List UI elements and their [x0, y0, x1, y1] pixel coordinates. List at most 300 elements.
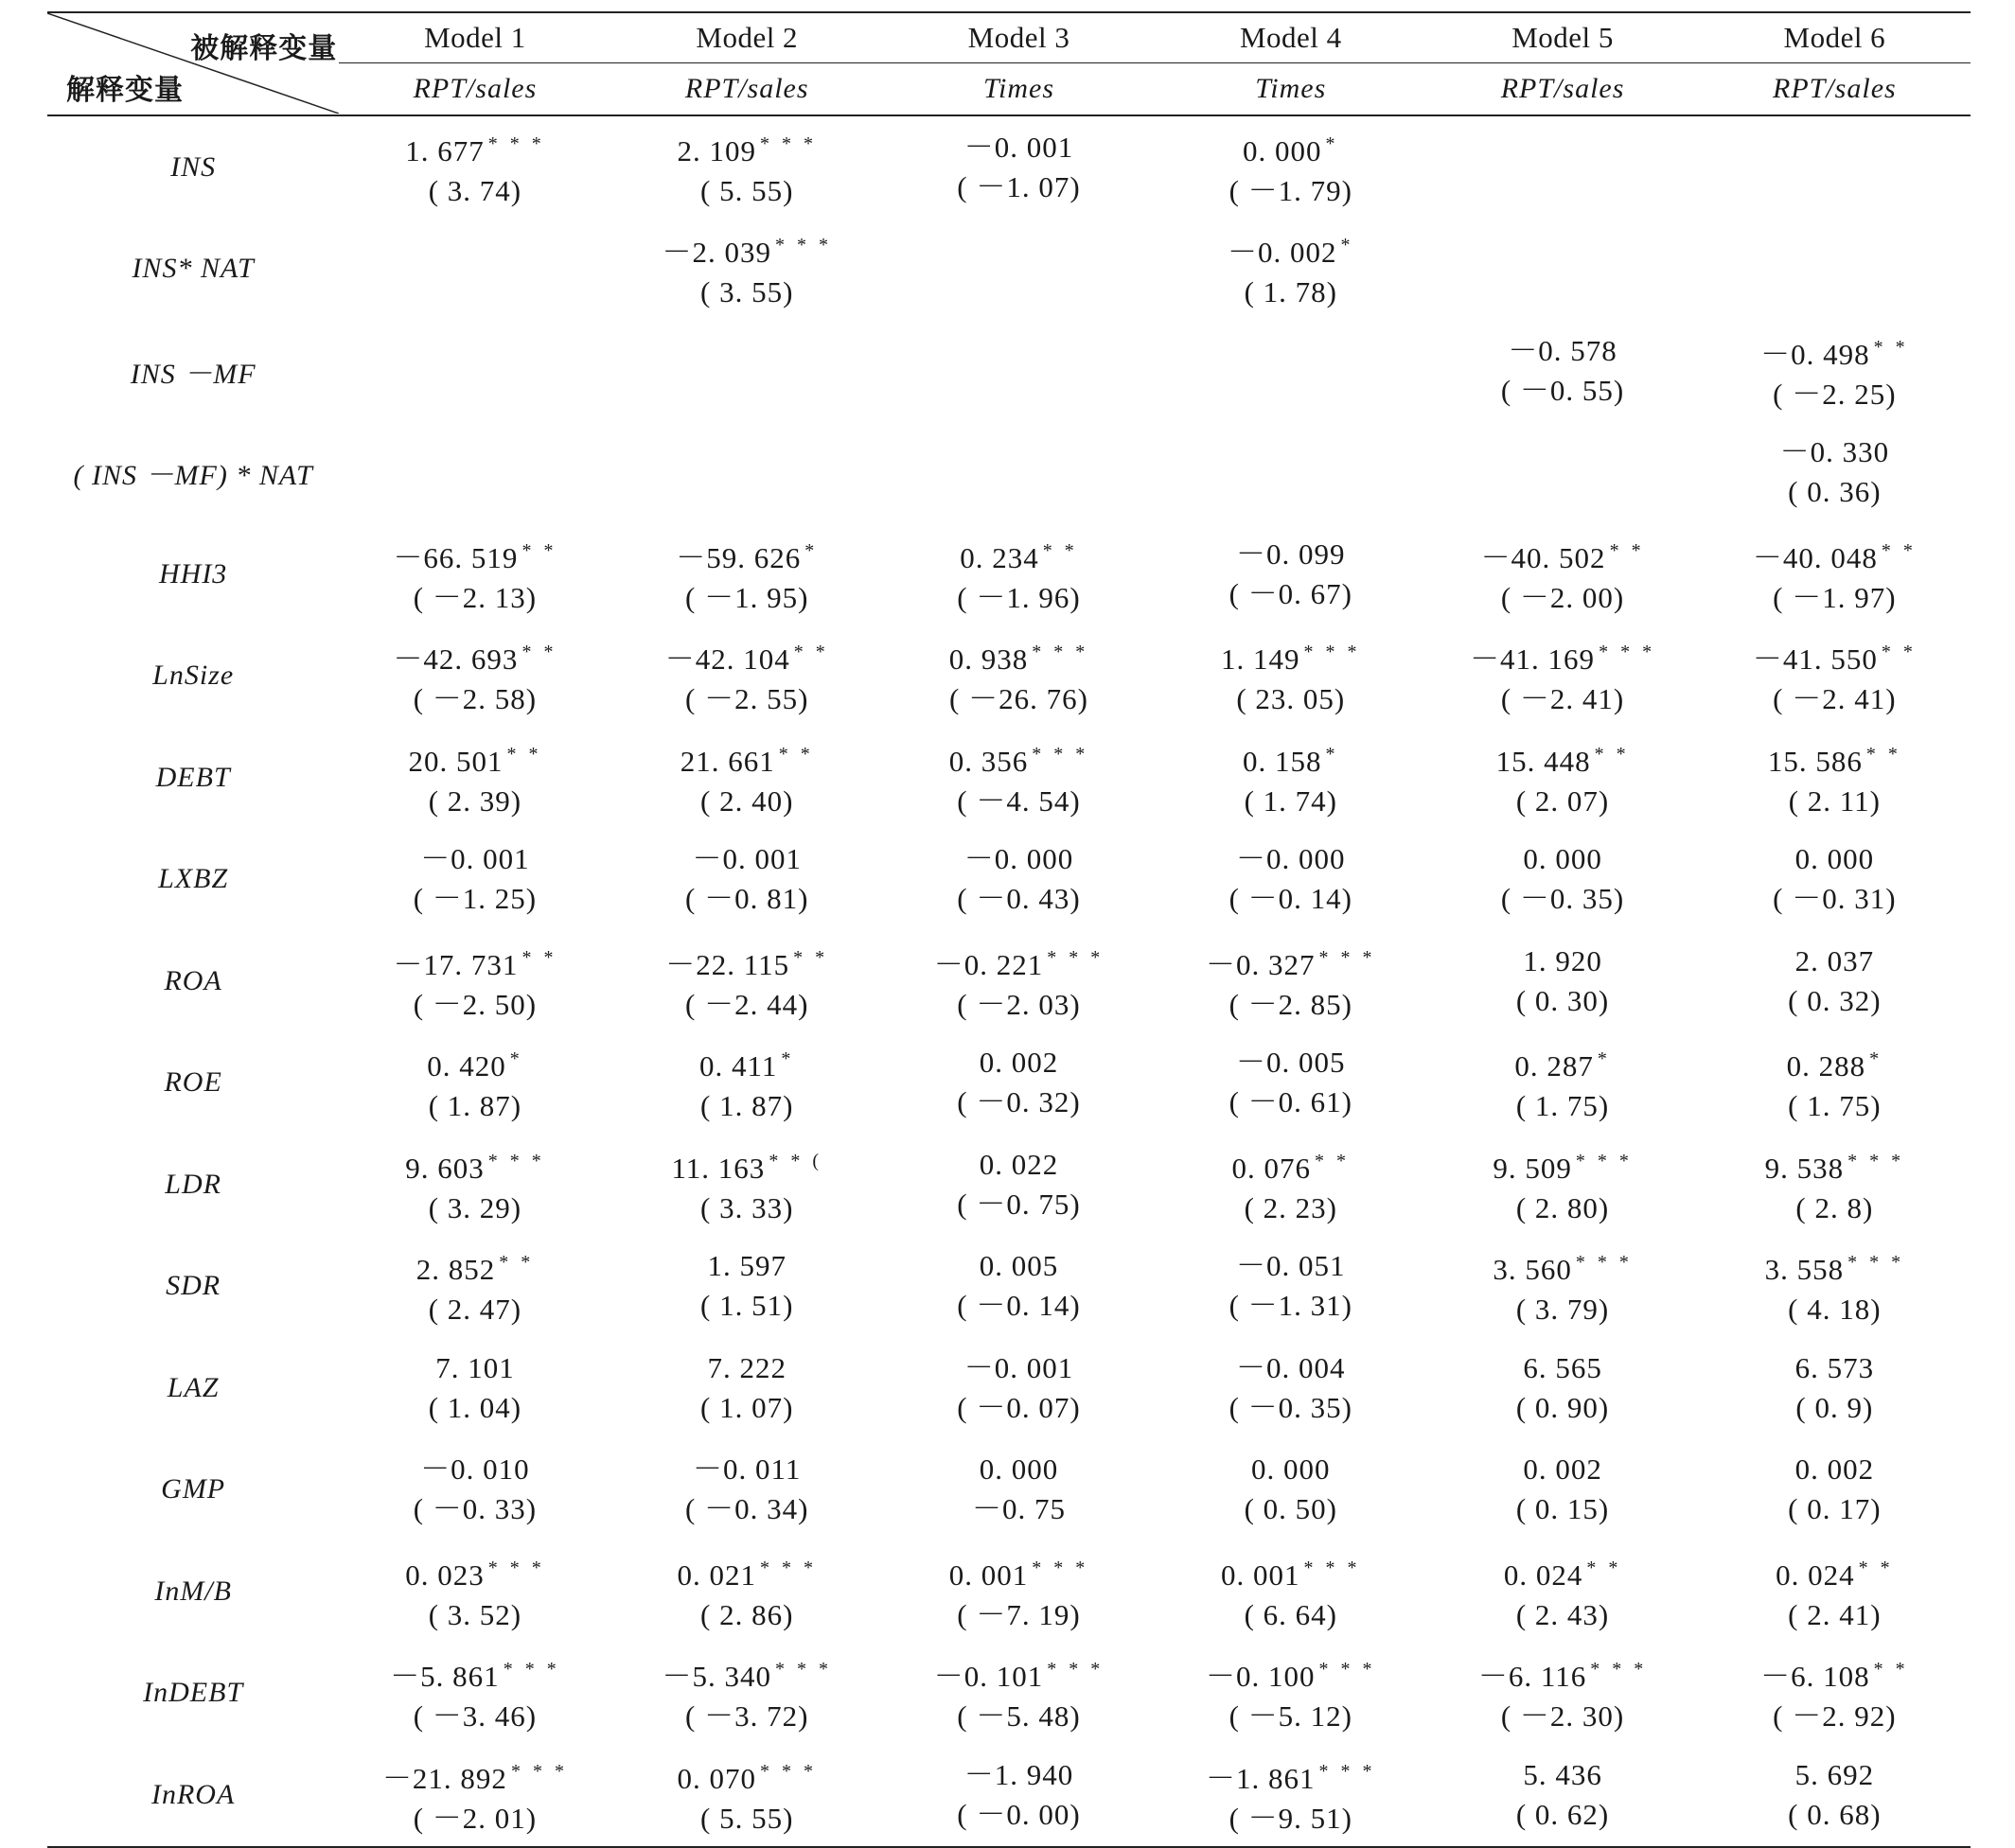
- model-header: Model 5: [1426, 12, 1698, 63]
- variable-name: INS: [170, 150, 217, 183]
- estimate-cell: [1155, 1032, 1426, 1135]
- estimate-cell: [611, 1744, 883, 1847]
- coefficient-value: 0. 000: [979, 1452, 1059, 1487]
- coefficient-value: 7. 222: [707, 1350, 787, 1384]
- coefficient-line: [1155, 938, 1426, 985]
- header-row-models: [47, 12, 1971, 63]
- estimate-cell: [611, 1236, 883, 1338]
- estimate-cell: [1699, 320, 1971, 422]
- t-statistic: ( 3. 52): [428, 1597, 522, 1631]
- coefficient-value: －0. 101: [933, 1660, 1044, 1694]
- table-row: [47, 320, 1971, 422]
- significance-stars: *: [781, 1048, 795, 1070]
- t-statistic: ( －2. 03): [957, 987, 1081, 1021]
- t-statistic: ( －2. 41): [1773, 682, 1897, 716]
- estimate-cell: [611, 320, 883, 422]
- significance-stars: * * *: [1032, 743, 1089, 765]
- coefficient-line: [1155, 1141, 1426, 1188]
- estimate-cell: [339, 727, 610, 829]
- coefficient-line: [1699, 1649, 1971, 1697]
- coefficient-line: [339, 124, 610, 171]
- estimate-cell: [611, 1337, 883, 1439]
- estimate-cell: [1426, 422, 1698, 524]
- coefficient-line: [883, 128, 1155, 167]
- variable-name: LXBZ: [158, 863, 229, 895]
- significance-stars: * *: [1586, 1557, 1622, 1578]
- t-statistic: ( －0. 55): [1500, 373, 1625, 407]
- estimate-cell: [611, 930, 883, 1032]
- t-statistic: ( 2. 07): [1515, 783, 1610, 818]
- estimate-cell: [883, 115, 1155, 219]
- estimate-cell: [611, 1032, 883, 1135]
- coefficient-line: [1426, 331, 1698, 371]
- coefficient-line: [1699, 734, 1971, 782]
- t-statistic: ( 0. 17): [1788, 1492, 1882, 1526]
- estimate-cell: [883, 1236, 1155, 1338]
- t-statistic: ( 5. 55): [700, 173, 794, 207]
- coefficient-line: [611, 1548, 883, 1595]
- t-statistic: ( 0. 9): [1795, 1390, 1874, 1424]
- model-header: Model 4: [1155, 12, 1426, 63]
- significance-stars: * * *: [503, 1659, 560, 1681]
- coefficient-value: 0. 001: [1221, 1558, 1300, 1592]
- coefficient-value: 0. 234: [960, 540, 1039, 574]
- table-row: [47, 930, 1971, 1032]
- estimate-cell: [611, 829, 883, 931]
- significance-stars: *: [1325, 743, 1339, 765]
- estimate-cell: [883, 219, 1155, 321]
- significance-stars: * * *: [1599, 642, 1656, 663]
- estimate-cell: [883, 320, 1155, 422]
- coefficient-line: [611, 734, 883, 782]
- coefficient-line: [1699, 1548, 1971, 1595]
- coefficient-value: －0. 221: [933, 947, 1044, 981]
- t-statistic: ( 1. 51): [700, 1289, 794, 1323]
- coefficient-line: [1155, 1450, 1426, 1489]
- coefficient-line: [883, 1043, 1155, 1082]
- coefficient-value: 9. 509: [1493, 1151, 1572, 1185]
- estimate-cell: [1155, 625, 1426, 728]
- coefficient-line: [339, 531, 610, 578]
- coefficient-line: [1155, 1649, 1426, 1697]
- estimate-cell: [1426, 1744, 1698, 1847]
- estimate-cell: [1426, 625, 1698, 728]
- t-statistic: ( －0. 31): [1773, 882, 1897, 916]
- coefficient-line: [1426, 1755, 1698, 1795]
- t-statistic: ( －2. 44): [685, 987, 809, 1021]
- t-statistic: ( 2. 39): [428, 783, 522, 818]
- t-statistic: ( 2. 80): [1515, 1190, 1610, 1224]
- coefficient-value: －0. 002: [1228, 236, 1337, 270]
- coefficient-value: 0. 070: [677, 1761, 756, 1795]
- significance-stars: *: [1597, 1048, 1611, 1070]
- t-statistic: ( －0. 14): [957, 1289, 1081, 1323]
- significance-stars: * *: [1315, 1150, 1351, 1171]
- t-statistic: ( －5. 12): [1228, 1699, 1352, 1734]
- coefficient-line: [883, 1548, 1155, 1595]
- coefficient-line: [611, 531, 883, 578]
- significance-stars: * * *: [1032, 1557, 1089, 1578]
- significance-stars: * * *: [487, 1150, 545, 1171]
- t-statistic: ( －0. 81): [685, 882, 809, 916]
- coefficient-line: [883, 531, 1155, 578]
- significance-stars: * *: [521, 642, 557, 663]
- t-statistic: ( 0. 68): [1788, 1797, 1882, 1831]
- significance-stars: *: [509, 1048, 523, 1070]
- estimate-cell: [1426, 320, 1698, 422]
- coefficient-value: 2. 037: [1794, 943, 1875, 977]
- estimate-cell: [611, 727, 883, 829]
- coefficient-line: [611, 632, 883, 679]
- t-statistic: ( 2. 8): [1795, 1190, 1874, 1224]
- estimate-cell: [1155, 727, 1426, 829]
- t-statistic: ( 1. 74): [1244, 783, 1337, 818]
- estimate-cell: [883, 1337, 1155, 1439]
- coefficient-value: －0. 010: [420, 1452, 530, 1487]
- estimate-cell: [1699, 219, 1971, 321]
- coefficient-line: [339, 839, 610, 879]
- significance-stars: * * *: [1047, 1659, 1105, 1681]
- significance-stars: * * *: [759, 1760, 817, 1782]
- coefficient-line: [1155, 734, 1426, 782]
- coefficient-value: 21. 661: [680, 744, 775, 778]
- estimate-cell: [339, 422, 610, 524]
- coefficient-line: [883, 1649, 1155, 1697]
- estimate-cell: [611, 219, 883, 321]
- variable-name: InROA: [47, 1744, 339, 1847]
- t-statistic: ( 1. 07): [700, 1390, 794, 1424]
- coefficient-line: [339, 632, 610, 679]
- significance-stars: * * *: [1318, 1659, 1376, 1681]
- coefficient-value: －21. 892: [381, 1761, 507, 1795]
- t-statistic: ( －26. 76): [949, 682, 1088, 716]
- estimate-cell: [883, 829, 1155, 931]
- significance-stars: * * *: [1575, 1150, 1633, 1171]
- significance-stars: * *: [521, 946, 557, 968]
- t-statistic: ( －0. 32): [957, 1085, 1081, 1119]
- coefficient-line: [339, 1548, 610, 1595]
- significance-stars: * *: [1594, 743, 1630, 765]
- coefficient-line: [611, 839, 883, 879]
- coefficient-value: 0. 023: [405, 1558, 485, 1592]
- coefficient-line: [883, 938, 1155, 985]
- estimate-cell: [1699, 422, 1971, 524]
- significance-stars: * * *: [1318, 1760, 1376, 1782]
- estimate-cell: [1699, 1032, 1971, 1135]
- estimate-cell: [611, 625, 883, 728]
- significance-stars: * * *: [1047, 946, 1105, 968]
- estimate-cell: [1426, 1540, 1698, 1643]
- significance-stars: * * *: [1032, 642, 1089, 663]
- significance-stars: * * *: [1847, 1150, 1905, 1171]
- estimate-cell: [883, 1643, 1155, 1745]
- coefficient-value: －0. 001: [420, 842, 530, 876]
- t-statistic: ( 0. 36): [1788, 475, 1882, 509]
- t-statistic: ( 4. 18): [1788, 1293, 1882, 1327]
- coefficient-line: [1426, 1649, 1698, 1697]
- t-statistic: ( 2. 23): [1244, 1190, 1337, 1224]
- significance-stars: * * (: [769, 1150, 822, 1171]
- coefficient-line: [1699, 942, 1971, 981]
- coefficient-value: 1. 149: [1221, 642, 1300, 677]
- t-statistic: －0. 75: [972, 1492, 1066, 1526]
- coefficient-value: －0. 004: [1236, 1350, 1346, 1384]
- t-statistic: ( 1. 75): [1515, 1089, 1610, 1123]
- estimate-cell: [1155, 1540, 1426, 1643]
- coefficient-value: －0. 327: [1206, 947, 1316, 981]
- t-statistic: ( －0. 43): [957, 882, 1081, 916]
- coefficient-value: 0. 000: [1794, 842, 1875, 876]
- estimate-cell: [1426, 1337, 1698, 1439]
- significance-stars: * *: [1609, 539, 1645, 561]
- estimate-cell: [339, 1439, 610, 1541]
- estimate-cell: [1699, 1134, 1971, 1236]
- coefficient-line: [1426, 1141, 1698, 1188]
- estimate-cell: [339, 930, 610, 1032]
- t-statistic: ( －2. 01): [413, 1801, 538, 1835]
- significance-stars: * *: [506, 743, 542, 765]
- coefficient-value: 0. 021: [677, 1558, 756, 1592]
- t-statistic: ( 1. 78): [1244, 275, 1337, 309]
- t-statistic: ( －0. 75): [957, 1187, 1081, 1221]
- coefficient-line: [1155, 1751, 1426, 1799]
- t-statistic: ( －0. 67): [1228, 576, 1352, 610]
- estimate-cell: [339, 625, 610, 728]
- estimate-cell: [1699, 829, 1971, 931]
- significance-stars: * * *: [759, 132, 817, 154]
- estimate-cell: [1155, 930, 1426, 1032]
- significance-stars: * *: [521, 539, 557, 561]
- coefficient-value: 0. 356: [948, 744, 1029, 778]
- estimate-cell: [339, 1337, 610, 1439]
- coefficient-value: －40. 048: [1752, 540, 1878, 574]
- t-statistic: ( －1. 96): [957, 580, 1081, 614]
- t-statistic: ( －3. 46): [413, 1699, 538, 1734]
- coefficient-value: －0. 330: [1779, 435, 1890, 469]
- t-statistic: ( －2. 92): [1773, 1699, 1897, 1734]
- coefficient-value: 3. 560: [1493, 1253, 1572, 1287]
- significance-stars: * * *: [774, 1659, 832, 1681]
- coefficient-line: [1426, 839, 1698, 879]
- t-statistic: ( 2. 43): [1515, 1597, 1610, 1631]
- significance-stars: * *: [1873, 1659, 1909, 1681]
- coefficient-line: [339, 734, 610, 782]
- significance-stars: * * *: [487, 132, 545, 154]
- variable-name: HHI3: [158, 557, 228, 590]
- estimate-cell: [883, 422, 1155, 524]
- coefficient-value: －0. 001: [963, 130, 1074, 164]
- coefficient-value: 0. 000: [1251, 1452, 1331, 1487]
- t-statistic: ( 3. 74): [428, 173, 522, 207]
- estimate-cell: [1426, 1134, 1698, 1236]
- coefficient-value: －42. 104: [664, 642, 790, 677]
- coefficient-line: [1426, 632, 1698, 679]
- variable-name: InDEBT: [143, 1677, 244, 1709]
- estimate-cell: [611, 1439, 883, 1541]
- estimate-cell: [1155, 320, 1426, 422]
- estimate-cell: [1426, 727, 1698, 829]
- variable-name: DEBT: [155, 761, 231, 793]
- t-statistic: ( －1. 07): [957, 169, 1081, 203]
- estimate-cell: [1699, 523, 1971, 625]
- t-statistic: ( 1. 87): [428, 1089, 522, 1123]
- significance-stars: * *: [1873, 336, 1909, 358]
- coefficient-line: [339, 938, 610, 985]
- t-statistic: ( －2. 30): [1500, 1699, 1625, 1734]
- estimate-cell: [339, 1236, 610, 1338]
- coefficient-line: [883, 1755, 1155, 1795]
- coefficient-line: [1699, 1450, 1971, 1489]
- coefficient-value: 9. 603: [405, 1151, 485, 1185]
- t-statistic: ( －0. 33): [413, 1492, 538, 1526]
- coefficient-line: [611, 124, 883, 171]
- coefficient-line: [1426, 1548, 1698, 1595]
- coefficient-line: [1155, 535, 1426, 574]
- t-statistic: ( －4. 54): [957, 783, 1081, 818]
- coefficient-line: [1155, 839, 1426, 879]
- t-statistic: ( －2. 13): [413, 580, 538, 614]
- model-header: Model 2: [611, 12, 883, 63]
- coefficient-value: 0. 001: [948, 1558, 1029, 1592]
- t-statistic: ( －0. 61): [1228, 1085, 1352, 1119]
- t-statistic: ( －9. 51): [1228, 1801, 1352, 1835]
- estimate-cell: [611, 115, 883, 219]
- t-statistic: ( －1. 25): [413, 882, 538, 916]
- table-row: [47, 219, 1971, 321]
- t-statistic: ( －7. 19): [957, 1597, 1081, 1631]
- explanatory-variable-label: 解释变量: [66, 74, 184, 107]
- table-row: [47, 727, 1971, 829]
- t-statistic: ( －2. 00): [1500, 580, 1625, 614]
- coefficient-value: －0. 051: [1236, 1249, 1346, 1283]
- significance-stars: *: [1325, 132, 1339, 154]
- estimate-cell: [339, 1643, 610, 1745]
- significance-stars: * *: [1881, 539, 1917, 561]
- variable-name: INS －MF: [130, 358, 256, 390]
- coefficient-value: 9. 538: [1764, 1151, 1845, 1185]
- estimate-cell: [339, 1032, 610, 1135]
- estimate-cell: [1426, 219, 1698, 321]
- variable-name: ( INS －MF) * NAT: [73, 460, 313, 492]
- variable-name: INS* NAT: [132, 253, 255, 285]
- coefficient-line: [883, 1145, 1155, 1185]
- t-statistic: ( 3. 29): [428, 1190, 522, 1224]
- t-statistic: ( 0. 15): [1515, 1492, 1610, 1526]
- estimate-cell: [339, 1744, 610, 1847]
- table-row: [47, 1643, 1971, 1745]
- t-statistic: ( －1. 79): [1228, 173, 1352, 207]
- model-header: Model 6: [1699, 12, 1971, 63]
- coefficient-line: [1155, 1246, 1426, 1286]
- estimate-cell: [1155, 1134, 1426, 1236]
- coefficient-line: [611, 1450, 883, 1489]
- coefficient-value: 0. 000: [1523, 842, 1602, 876]
- coefficient-value: 2. 852: [415, 1253, 496, 1287]
- table-body: [47, 12, 1971, 1847]
- coefficient-value: 0. 000: [1243, 133, 1322, 167]
- estimate-cell: [1699, 1643, 1971, 1745]
- t-statistic: ( 0. 32): [1788, 983, 1882, 1017]
- coefficient-line: [611, 1141, 883, 1188]
- t-statistic: ( 0. 90): [1515, 1390, 1610, 1424]
- t-statistic: ( －0. 35): [1500, 882, 1625, 916]
- t-statistic: ( －2. 25): [1773, 377, 1897, 411]
- dependent-header: Times: [883, 63, 1155, 116]
- t-statistic: ( 1. 04): [428, 1390, 522, 1424]
- estimate-cell: [1155, 1236, 1426, 1338]
- coefficient-line: [339, 1348, 610, 1388]
- estimate-cell: [883, 930, 1155, 1032]
- coefficient-line: [611, 1246, 883, 1286]
- coefficient-value: 3. 558: [1764, 1253, 1845, 1287]
- t-statistic: ( －2. 50): [413, 987, 538, 1021]
- coefficient-line: [1155, 1348, 1426, 1388]
- t-statistic: ( 2. 40): [700, 783, 794, 818]
- coefficient-value: －40. 502: [1480, 540, 1606, 574]
- coefficient-line: [1155, 225, 1426, 273]
- significance-stars: * * *: [487, 1557, 545, 1578]
- coefficient-line: [1426, 734, 1698, 782]
- estimate-cell: [339, 829, 610, 931]
- variable-name: LnSize: [152, 660, 235, 692]
- coefficient-value: 0. 076: [1231, 1151, 1312, 1185]
- estimate-cell: [611, 1134, 883, 1236]
- estimate-cell: [1155, 1744, 1426, 1847]
- coefficient-line: [611, 1348, 883, 1388]
- t-statistic: ( 0. 62): [1515, 1797, 1610, 1831]
- coefficient-value: 0. 938: [948, 642, 1029, 677]
- estimate-cell: [1699, 1236, 1971, 1338]
- t-statistic: ( －5. 48): [957, 1699, 1081, 1734]
- t-statistic: ( 23. 05): [1236, 682, 1346, 716]
- estimate-cell: [1426, 1643, 1698, 1745]
- coefficient-value: 5. 436: [1523, 1757, 1602, 1791]
- significance-stars: * * *: [510, 1760, 568, 1782]
- coefficient-line: [1699, 1039, 1971, 1086]
- estimate-cell: [883, 727, 1155, 829]
- t-statistic: ( 5. 55): [700, 1801, 794, 1835]
- coefficient-value: 0. 420: [427, 1049, 506, 1083]
- t-statistic: ( －2. 85): [1228, 987, 1352, 1021]
- coefficient-line: [1155, 1043, 1426, 1082]
- coefficient-value: 2. 109: [677, 133, 756, 167]
- dependent-header: RPT/sales: [339, 63, 610, 116]
- t-statistic: ( －2. 55): [685, 682, 809, 716]
- coefficient-line: [339, 1649, 610, 1697]
- t-statistic: ( 1. 87): [700, 1089, 794, 1123]
- coefficient-line: [339, 1039, 610, 1086]
- estimate-cell: [883, 523, 1155, 625]
- dependent-header: Times: [1155, 63, 1426, 116]
- coefficient-value: －6. 116: [1477, 1660, 1587, 1694]
- t-statistic: ( 1. 75): [1788, 1089, 1882, 1123]
- estimate-cell: [339, 1540, 610, 1643]
- significance-stars: *: [1869, 1048, 1883, 1070]
- t-statistic: ( 0. 30): [1515, 983, 1610, 1017]
- model-header: Model 1: [339, 12, 610, 63]
- coefficient-value: －0. 099: [1236, 537, 1346, 571]
- coefficient-line: [1699, 1755, 1971, 1795]
- coefficient-line: [339, 1141, 610, 1188]
- estimate-cell: [1155, 1643, 1426, 1745]
- estimate-cell: [611, 422, 883, 524]
- estimate-cell: [611, 1540, 883, 1643]
- significance-stars: * *: [1881, 642, 1917, 663]
- variable-name: ROE: [164, 1066, 222, 1099]
- t-statistic: ( －1. 97): [1773, 580, 1897, 614]
- regression-table: [47, 11, 1971, 1848]
- coefficient-line: [1426, 531, 1698, 578]
